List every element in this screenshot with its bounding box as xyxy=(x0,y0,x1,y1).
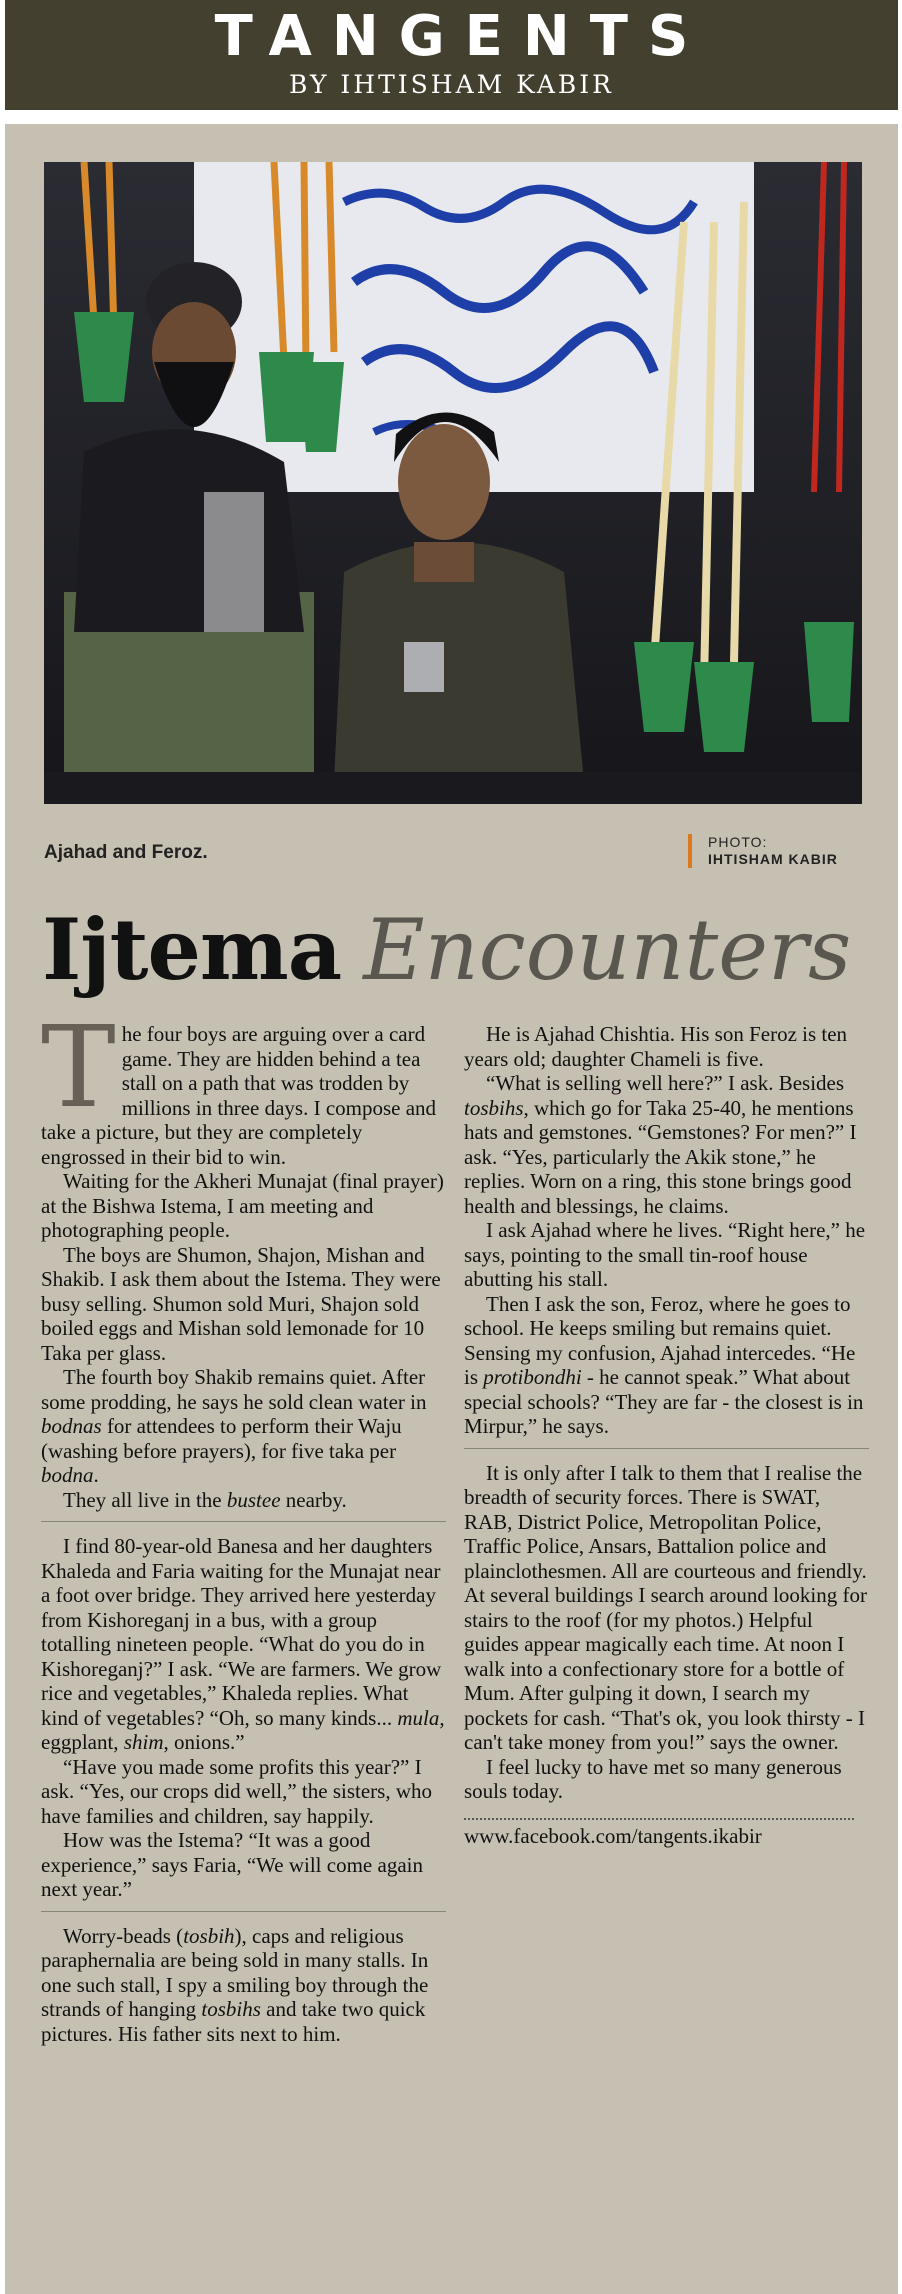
text-run: , which go for Taka 25-40, he mentions hats and gemstones. “Gemstones? For men?” I ask. “Yes, particularly the Akik stone,” he replies. Worn on a ring, this stone brings good health and blessings, he claims. xyxy=(464,1095,857,1218)
paragraph: I ask Ajahad where he lives. “Right here,” he says, pointing to the small tin-roof house abutting his stall. xyxy=(464,1218,866,1291)
paragraph: It is only after I talk to them that I realise the breadth of security forces. There is SWAT, RAB, District Police, Metropolitan Police, Traffic Police, Ansars, Battalion police and plainclothesmen. All are courteous and friendly. At several buildings I search around looking for stairs to the roof (for my photos.) Helpful guides appear magically each time. At noon I walk into a confectionary store for a bottle of Mum. After gulping it down, I search my pockets for cash. “That's ok, you look thirsty - I can't take money from you!” says the owner. xyxy=(464,1460,867,1754)
text-run: Then I ask the son, Feroz, where he goes to school. He keeps smiling but remains quiet. Sensing my confusion, Ajahad intercedes. “He is xyxy=(464,1291,856,1389)
paragraph: He is Ajahad Chishtia. His son Feroz is ten years old; daughter Chameli is five. xyxy=(464,1022,848,1071)
text-run: “What is selling well here?” I ask. Besides xyxy=(486,1071,845,1095)
byline: BY IHTISHAM KABIR xyxy=(289,70,614,99)
paragraph: How was the Istema? “It was a good experience,” says Faria, “We will come again next year.” xyxy=(41,1828,423,1901)
article-page xyxy=(5,124,898,2294)
paragraph: The boys are Shumon, Shajon, Mishan and Shakib. I ask them about the Istema. They were busy selling. Shumon sold Muri, Shajon sold boiled eggs and Mishan sold lemonade for 10 Taka per glass. xyxy=(41,1242,441,1365)
italic-term: shim xyxy=(123,1730,164,1754)
italic-term: tosbih xyxy=(183,1923,235,1948)
section-divider xyxy=(464,1448,869,1449)
text-run: They all live in the xyxy=(63,1487,227,1512)
text-run: , onions.” xyxy=(163,1730,245,1754)
italic-term: tosbihs xyxy=(201,1997,261,2021)
paragraph xyxy=(41,1003,446,1169)
paragraph xyxy=(41,1924,446,2047)
paragraph: “Have you made some profits this year?” I ask. “Yes, our crops did well,” the sisters, who have families and children, say happily. xyxy=(41,1754,432,1828)
paragraph-text: he four boys are arguing over a card game. They are hidden behind a tea stall on a path that was trodden by millions in three days. I compose and take a picture, but they are completely engrossed in their bid to win. xyxy=(41,1022,437,1169)
text-run: Worry-beads ( xyxy=(63,1923,184,1948)
text-run: I find 80-year-old Banesa and her daughters Khaleda and Faria waiting for the Munajat near a foot over bridge. They arrived here yesterday from Kishoreganj in a bus, with a group totalling nineteen people. “What do you do in Kishoreganj?” I ask. “We are farmers. We grow rice and vegetables,” Khaleda replies. What kind of vegetables? “Oh, so many kinds... xyxy=(41,1534,442,1730)
paragraph xyxy=(464,1292,869,1439)
paragraph xyxy=(41,1365,446,1488)
italic-term: bodnas xyxy=(41,1414,102,1438)
paragraph: Waiting for the Akheri Munajat (final prayer) at the Bishwa Istema, I am meeting and photographing people. xyxy=(41,1169,444,1242)
text-run: - he cannot speak.” What about special schools? “They are far - the closest is in Mirpur,” he says. xyxy=(464,1365,864,1438)
masthead xyxy=(5,0,898,110)
italic-term: bustee xyxy=(226,1487,281,1512)
text-run: The fourth boy Shakib remains quiet. After some prodding, he says he sold clean water in xyxy=(41,1365,427,1414)
text-run: for attendees to perform their Waju (washing before prayers), for five taka per xyxy=(41,1414,402,1463)
credit-label: PHOTO: xyxy=(708,834,768,850)
column-title: TANGENTS xyxy=(214,4,709,69)
credit-name: IHTISHAM KABIR xyxy=(708,851,838,867)
italic-term: mula xyxy=(397,1705,440,1730)
section-divider xyxy=(41,1911,446,1912)
headline-part-1: Ijtema xyxy=(42,900,342,999)
paragraph xyxy=(41,1534,446,1755)
italic-term: bodna xyxy=(41,1463,94,1487)
text-run: , eggplant, xyxy=(41,1705,445,1754)
photo-caption: Ajahad and Feroz. xyxy=(44,842,208,863)
article-photo xyxy=(44,162,862,804)
text-run: . xyxy=(93,1463,99,1487)
paragraph: I feel lucky to have met so many generous souls today. xyxy=(464,1754,842,1803)
text-run: ), caps and religious paraphernalia are being sold in many stalls. In one such stall, I spy a smiling boy through the strands of hanging xyxy=(41,1923,429,2021)
footer-link[interactable]: www.facebook.com/tangents.ikabir xyxy=(464,1823,762,1848)
headline-part-2: Encounters xyxy=(363,901,852,999)
drop-cap: T xyxy=(41,1003,116,1133)
text-run: nearby. xyxy=(280,1487,347,1512)
paragraph xyxy=(464,1071,869,1218)
text-column-left xyxy=(41,1003,446,2046)
italic-term: protibondhi xyxy=(483,1365,582,1389)
section-divider xyxy=(41,1521,446,1522)
dotted-divider xyxy=(464,1818,854,1820)
text-column-right xyxy=(464,1022,869,1848)
text-run: and take two quick pictures. His father sits next to him. xyxy=(41,1997,426,2046)
italic-term: tosbihs xyxy=(464,1095,524,1120)
photo-credit xyxy=(688,834,898,868)
paragraph xyxy=(41,1488,446,1513)
article-headline xyxy=(42,900,872,1000)
